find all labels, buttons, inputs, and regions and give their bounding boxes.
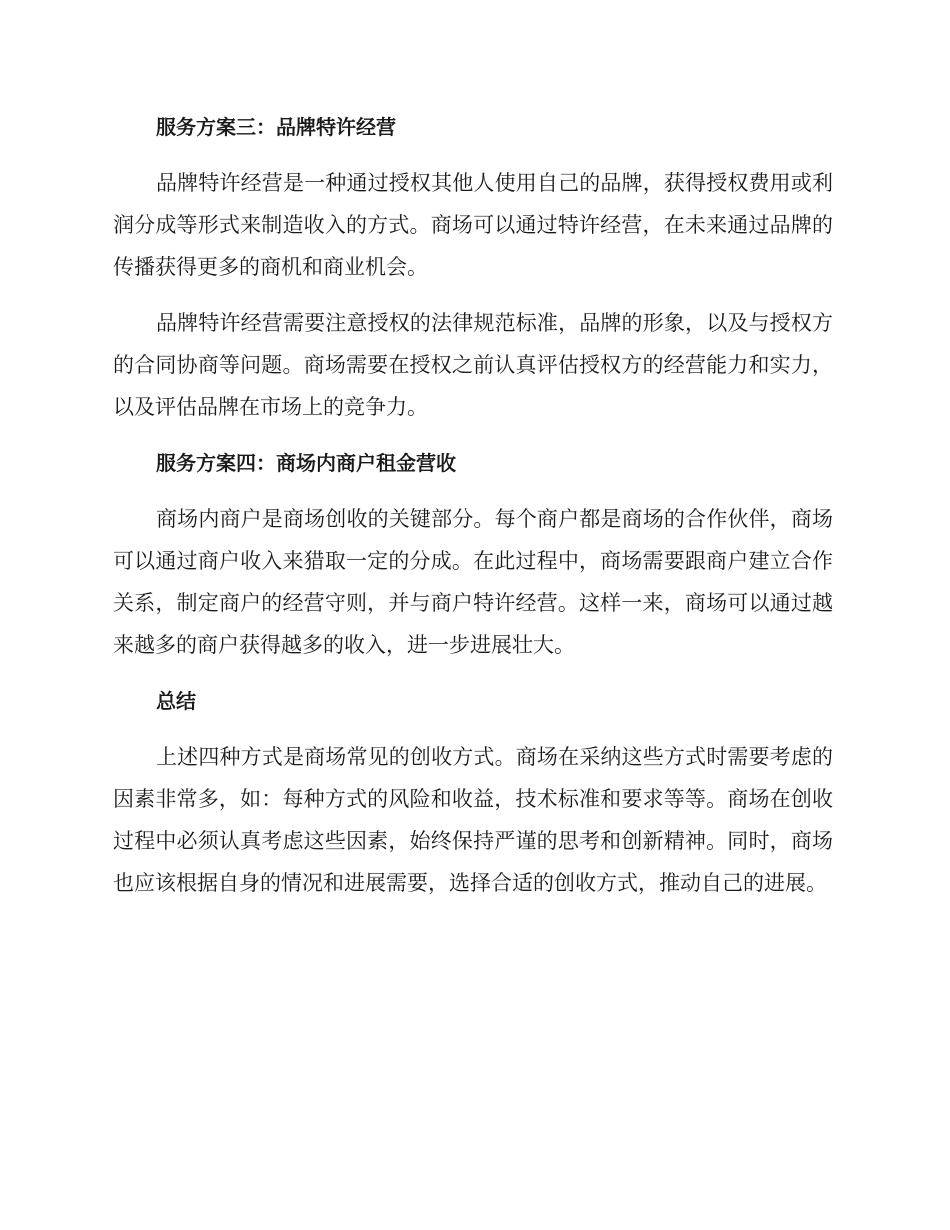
paragraph: 上述四种方式是商场常见的创收方式。商场在采纳这些方式时需要考虑的因素非常多，如：每种方式的风险和收益，技术标准和要求等等。商场在创收过程中必须认真考虑这些因素，始终保持严谨的思考和创新精神。同时，商场也应该根据自身的情况和进展需要，选择合适的创收方式，推动自己的进展。 bbox=[113, 745, 833, 895]
section-heading-tenant-rent: 服务方案四：商场内商户租金营收 bbox=[156, 451, 456, 475]
paragraph: 品牌特许经营是一种通过授权其他人使用自己的品牌，获得授权费用或利润分成等形式来制造收入的方式。商场可以通过特许经营，在未来通过品牌的传播获得更多的商机和商业机会。 bbox=[113, 171, 833, 279]
section-heading-brand-franchise: 服务方案三：品牌特许经营 bbox=[156, 115, 396, 139]
paragraph: 商场内商户是商场创收的关键部分。每个商户都是商场的合作伙伴，商场可以通过商户收入来猎取一定的分成。在此过程中，商场需要跟商户建立合作关系，制定商户的经营守则，并与商户特许经营。这样一来，商场可以通过越来越多的商户获得越多的收入，进一步进展壮大。 bbox=[113, 507, 833, 657]
document-body bbox=[113, 106, 833, 918]
section-heading-summary: 总结 bbox=[156, 689, 196, 713]
paragraph: 品牌特许经营需要注意授权的法律规范标准，品牌的形象，以及与授权方的合同协商等问题。商场需要在授权之前认真评估授权方的经营能力和实力，以及评估品牌在市场上的竞争力。 bbox=[113, 311, 833, 419]
